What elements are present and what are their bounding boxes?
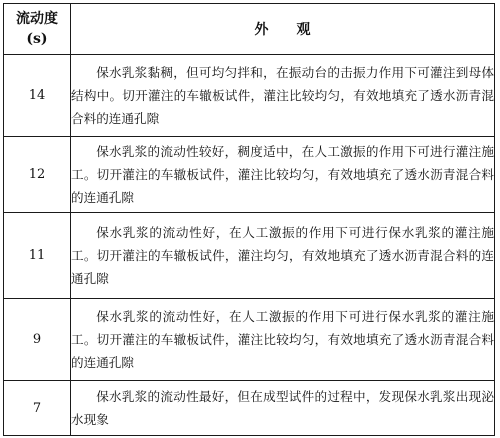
- table-row: [4, 137, 495, 213]
- flow-appearance-table: [3, 3, 495, 436]
- header-flow-label: 流动度: [16, 11, 58, 27]
- flow-value: 12: [4, 137, 71, 213]
- header-appearance-char-1: 外: [254, 22, 269, 38]
- table-row: [4, 55, 495, 137]
- header-appearance: [71, 4, 495, 55]
- table-row: [4, 213, 495, 299]
- appearance-description: 保水乳浆的流动性较好，稠度适中，在人工激振的作用下可进行灌注施工。切开灌注的车辙板试件，灌注比较均匀，有效地填充了透水沥青混合料的连通孔隙: [71, 137, 495, 213]
- appearance-description: 保水乳浆黏稠，但可均匀拌和，在振动台的击振力作用下可灌注到母体结构中。切开灌注的车辙板试件，灌注比较均匀，有效地填充了透水沥青混合料的连通孔隙: [71, 55, 495, 137]
- appearance-description: 保水乳浆的流动性好，在人工激振的作用下可进行保水乳浆的灌注施工。切开灌注的车辙板试件，灌注比较均匀，有效地填充了透水沥青混合料的连通孔隙: [71, 299, 495, 381]
- header-flow-unit: (s): [26, 31, 48, 47]
- appearance-description: 保水乳浆的流动性最好，但在成型试件的过程中，发现保水乳浆出现泌水现象: [71, 381, 495, 436]
- appearance-description: 保水乳浆的流动性好，在人工激振的作用下可进行保水乳浆的灌注施工。切开灌注的车辙板试件，灌注均匀，有效地填充了透水沥青混合料的连通孔隙: [71, 213, 495, 299]
- header-flow: [4, 4, 71, 55]
- header-row: [4, 4, 495, 55]
- header-appearance-char-2: 观: [296, 22, 311, 38]
- flow-value: 11: [4, 213, 71, 299]
- flow-value: 7: [4, 381, 71, 436]
- table-row: [4, 381, 495, 436]
- flow-value: 14: [4, 55, 71, 137]
- flow-value: 9: [4, 299, 71, 381]
- table-row: [4, 299, 495, 381]
